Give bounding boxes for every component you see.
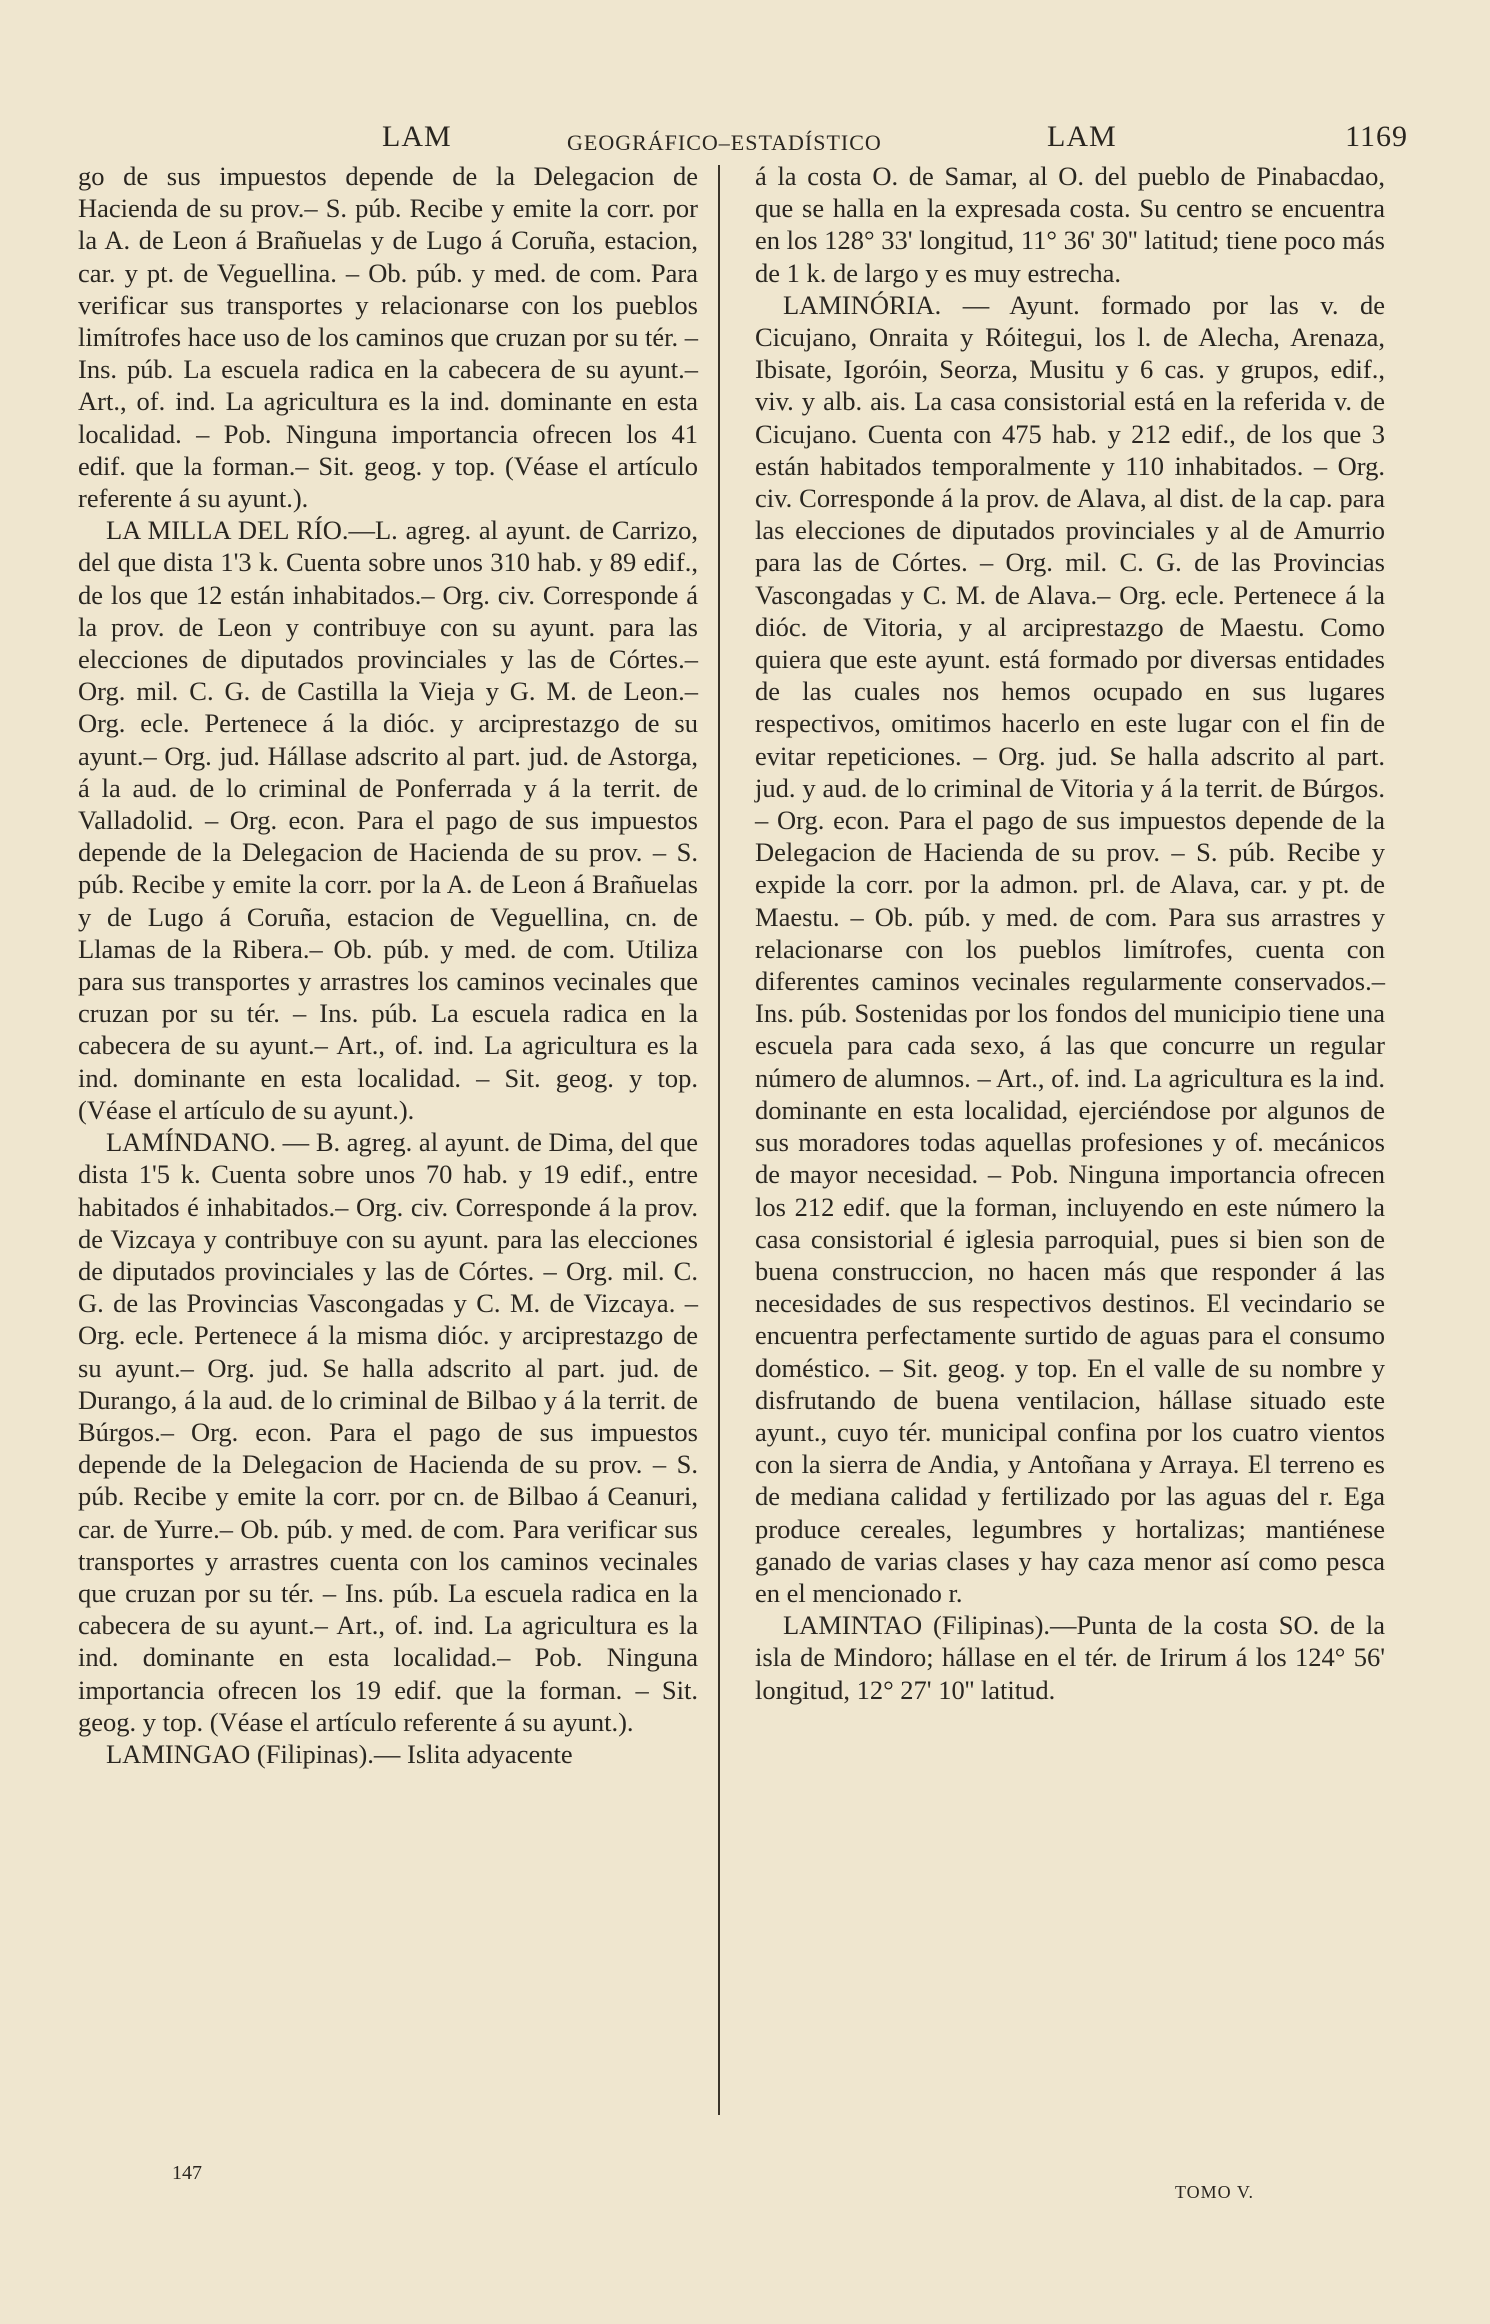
right-column bbox=[755, 160, 1385, 2160]
paragraph: á la costa O. de Samar, al O. del pueblo de Pinabacdao, que se halla en la expresada costa. Su centro se encuentra en los 128° 33' longitud, 11° 36' 30'' latitud; tiene poco más de 1 k. de largo y es muy estrecha. bbox=[755, 161, 1385, 288]
entry-lamindano: LAMÍNDANO. — B. agreg. al ayunt. de Dima, del que dista 1'5 k. Cuenta sobre unos 70 hab. y 19 edif., entre habitados é inhabitados.– Org. civ. Corresponde á la prov. de Vizcaya y contribuye con su ayunt. para las elecciones de diputados provinciales y las de Córtes. – Org. mil. C. G. de las Provincias Vascongadas y C. M. de Vizcaya. – Org. ecle. Pertenece á la misma dióc. y arciprestazgo de su ayunt.– Org. jud. Se halla adscrito al part. jud. de Durango, á la aud. de lo criminal de Bilbao y á la territ. de Búrgos.– Org. econ. Para el pago de sus impuestos depende de la Delegacion de Hacienda de su prov. – S. púb. Recibe y emite la corr. por cn. de Bilbao á Ceanuri, car. de Yurre.– Ob. púb. y med. de com. Para verificar sus transportes y arrastres cuenta con los caminos vecinales que cruzan por su tér. – Ins. púb. La escuela radica en la cabecera de su ayunt.– Art., of. ind. La agricultura es la ind. dominante en esta localidad.– Pob. Ninguna importancia ofrecen los 19 edif. que la forman. – Sit. geog. y top. (Véase el artículo referente á su ayunt.). bbox=[78, 1127, 698, 1737]
column-divider bbox=[718, 165, 720, 2115]
header-title: GEOGRÁFICO–ESTADÍSTICO bbox=[567, 130, 882, 155]
printer-signature: 147 bbox=[172, 2162, 202, 2184]
page-number: 1169 bbox=[1345, 120, 1408, 153]
paragraph: go de sus impuestos depende de la Delegacion de Hacienda de su prov.– S. púb. Recibe y emite la corr. por la A. de Leon á Brañuelas y de Lugo á Coruña, estacion, car. y pt. de Veguellina. – Ob. púb. y med. de com. Para verificar sus transportes y relacionarse con los pueblos limítrofes hace uso de los caminos que cruzan por su tér. – Ins. púb. La escuela radica en la cabecera de su ayunt.– Art., of. ind. La agricultura es la ind. dominante en esta localidad. – Pob. Ninguna importancia ofrecen los 41 edif. que la forman.– Sit. geog. y top. (Véase el artículo referente á su ayunt.). bbox=[78, 161, 698, 514]
volume-label: TOMO V. bbox=[1175, 2182, 1255, 2202]
entry-la-milla-del-rio: LA MILLA DEL RÍO.—L. agreg. al ayunt. de Carrizo, del que dista 1'3 k. Cuenta sobre unos 310 hab. y 89 edif., de los que 12 están inhabitados.– Org. civ. Corresponde á la prov. de Leon y contribuye con su ayunt. para las elecciones de diputados provinciales y las de Córtes.– Org. mil. C. G. de Castilla la Vieja y G. M. de Leon.– Org. ecle. Pertenece á la dióc. y arciprestazgo de su ayunt.– Org. jud. Hállase adscrito al part. jud. de Astorga, á la aud. de lo criminal de Ponferrada y á la territ. de Valladolid. – Org. econ. Para el pago de sus impuestos depende de la Delegacion de Hacienda de su prov. – S. púb. Recibe y emite la corr. por la A. de Leon á Brañuelas y de Lugo á Coruña, estacion de Veguellina, cn. de Llamas de la Ribera.– Ob. púb. y med. de com. Utiliza para sus transportes y arrastres los caminos vecinales que cruzan por su tér. – Ins. púb. La escuela radica en la cabecera de su ayunt.– Art., of. ind. La agricultura es la ind. dominante en esta localidad. – Sit. geog. y top. (Véase el artículo de su ayunt.). bbox=[78, 515, 698, 1125]
header-left-word: LAM bbox=[382, 120, 452, 153]
header-right-word: LAM bbox=[1047, 120, 1117, 153]
entry-lamingao: LAMINGAO (Filipinas).— Islita adyacente bbox=[106, 1738, 573, 1769]
entry-laminoria: LAMINÓRIA. — Ayunt. formado por las v. de Cicujano, Onraita y Róitegui, los l. de Alecha, Arenaza, Ibisate, Igoróin, Seorza, Musitu y 6 cas. y grupos, edif., viv. y alb. ais. La casa consistorial está en la referida v. de Cicujano. Cuenta con 475 hab. y 212 edif., de los que 3 están habitados temporalmente y 110 inhabitados. – Org. civ. Corresponde á la prov. de Alava, al dist. de la cap. para las elecciones de diputados provinciales y al de Amurrio para las de Córtes. – Org. mil. C. G. de las Provincias Vascongadas y C. M. de Alava.– Org. ecle. Pertenece á la dióc. de Vitoria, y al arciprestazgo de Maestu. Como quiera que este ayunt. está formado por diversas entidades de las cuales nos hemos ocupado en sus lugares respectivos, omitimos hacerlo en este lugar con el fin de evitar repeticiones. – Org. jud. Se halla adscrito al part. jud. y aud. de lo criminal de Vitoria y á la territ. de Búrgos. – Org. econ. Para el pago de sus impuestos depende de la Delegacion de Hacienda de su prov. – S. púb. Recibe y expide la corr. por la admon. prl. de Alava, car. y pt. de Maestu. – Ob. púb. y med. de com. Para sus arrastres y relacionarse con los pueblos limítrofes, cuenta con diferentes caminos vecinales regularmente conservados.– Ins. púb. Sostenidas por los fondos del municipio tiene una escuela para cada sexo, á las que concurre un regular número de alumnos. – Art., of. ind. La agricultura es la ind. dominante en esta localidad, ejerciéndose por algunos de sus moradores todas aquellas profesiones y of. mecánicos de mayor necesidad. – Pob. Ninguna importancia ofrecen los 212 edif. que la forman, incluyendo en este número la casa consistorial é iglesia parroquial, pues si bien son de buena construccion, no hacen más que responder á las necesidades de sus respectivos destinos. El vecindario se encuentra perfectamente surtido de aguas para el consumo doméstico. – Sit. geog. y top. En el valle de su nombre y disfrutando de buena ventilacion, hállase situado este ayunt., cuyo tér. municipal confina por los cuatro vientos con la sierra de Andia, y Antoñana y Arraya. El terreno es de mediana calidad y fertilizado por las aguas del r. Ega produce cereales, legumbres y hortalizas; mantiénese ganado de varias clases y hay caza menor así como pesca en el mencionado r. bbox=[755, 289, 1385, 1608]
page-header bbox=[72, 120, 1418, 160]
entry-lamintao: LAMINTAO (Filipinas).—Punta de la costa SO. de la isla de Mindoro; hállase en el tér. de Irirum á los 124° 56' longitud, 12° 27' 10'' latitud. bbox=[755, 1610, 1385, 1705]
left-column bbox=[78, 160, 698, 2160]
